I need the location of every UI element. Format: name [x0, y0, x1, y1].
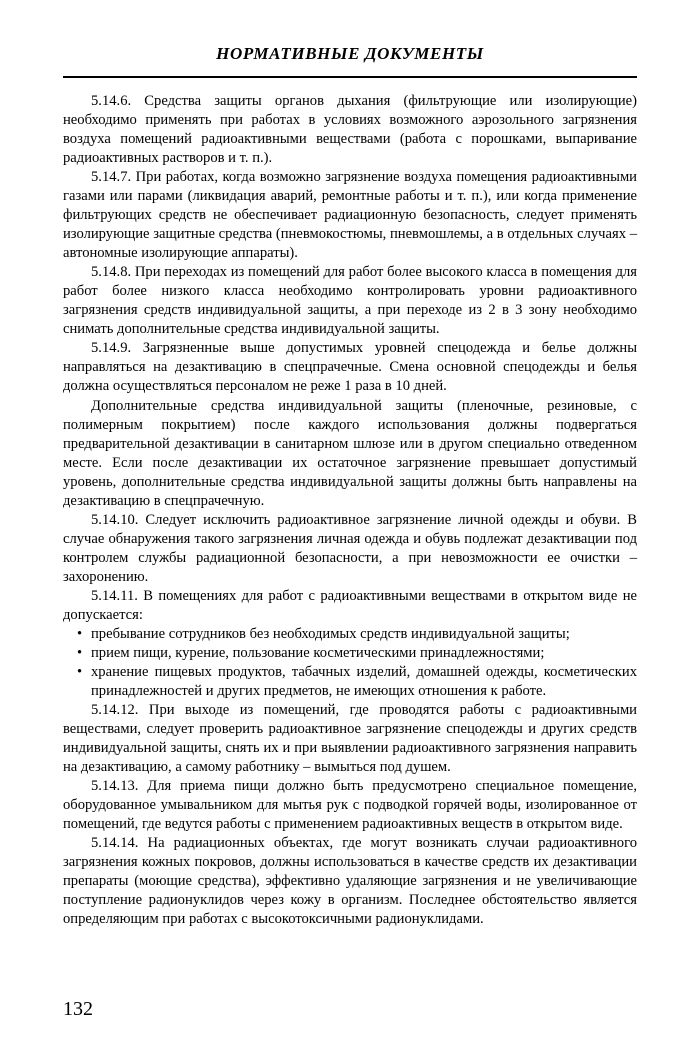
- paragraph-5-14-10: 5.14.10. Следует исключить радиоактивное загрязнение личной одежды и обуви. В случае обнаружения такого загрязнения личная одежда и обувь подлежат дезактивации под контролем службы радиационной безопасности, а при невозможности ее очистки – захоронению.: [63, 511, 637, 585]
- document-page: [0, 44, 700, 1047]
- list-item: [63, 625, 637, 644]
- paragraph-5-14-7: 5.14.7. При работах, когда возможно загрязнение воздуха помещения радиоактивными газами или парами (ликвидация аварий, ремонтные работы и т. п.), или когда применение фильтрующих средств не обеспечивает радиационную безопасность, следует применять изолирующие защитные средства (пневмокостюмы, пневмошлемы, а в отдельных случаях – автономные изолирующие аппараты).: [63, 169, 637, 262]
- list-item: [63, 644, 637, 663]
- paragraph-5-14-6: 5.14.6. Средства защиты органов дыхания (фильтрующие или изолирующие) необходимо применять при работах в условиях возможного аэрозольного загрязнения воздуха помещений радиоактивными веществами (работа с порошками, выпаривание радиоактивных растворов и т. п.).: [63, 93, 637, 167]
- page-content: [63, 78, 637, 929]
- page-header: НОРМАТИВНЫЕ ДОКУМЕНТЫ: [216, 44, 484, 63]
- paragraph-5-14-14: 5.14.14. На радиационных объектах, где могут возникать случаи радиоактивного загрязнения кожных покровов, должны использоваться в качестве средств их дезактивации препараты (моющие средства), эффективно удаляющие загрязнения и не увеличивающие поступление радионуклидов через кожу в организм. Последнее обстоятельство является определяющим при работах с высокотоксичными радионуклидами.: [63, 835, 637, 928]
- bullet-icon: •: [77, 663, 83, 680]
- paragraph-5-14-12: 5.14.12. При выходе из помещений, где проводятся работы с радиоактивными веществами, следует проверить радиоактивное загрязнение спецодежды и других средств индивидуальной защиты, снять их и при выявлении радиоактивного загрязнения направить на дезактивацию, а самому работнику – вымыться под душем.: [63, 702, 637, 776]
- paragraph-5-14-11: 5.14.11. В помещениях для работ с радиоактивными веществами в открытом виде не допускается:: [63, 587, 637, 623]
- paragraph-additional-ppe: Дополнительные средства индивидуальной защиты (пленочные, резиновые, с полимерным покрытием) после каждого использования должны подвергаться предварительной дезактивации в санитарном шлюзе или в другом специально отведенном месте. Если после дезактивации их остаточное загрязнение превышает допустимый уровень, дополнительные средства индивидуальной защиты должны быть направлены на дезактивацию в спецпрачечную.: [63, 397, 637, 509]
- bullet-icon: •: [77, 644, 83, 661]
- list-item-label: прием пищи, курение, пользование косметическими принадлежностями;: [91, 644, 545, 661]
- page-number: 132: [63, 998, 93, 1020]
- paragraph-5-14-13: 5.14.13. Для приема пищи должно быть предусмотрено специальное помещение, оборудованное умывальником для мытья рук с подводкой горячей воды, изолированное от помещений, где ведутся работы с применением радиоактивных веществ в открытом виде.: [63, 778, 637, 833]
- paragraph-5-14-8: 5.14.8. При переходах из помещений для работ более высокого класса в помещения для работ более низкого класса необходимо контролировать уровни радиоактивного загрязнения средств индивидуальной защиты, а при переходе из 2 в 3 зону необходимо снимать дополнительные средства индивидуальной защиты.: [63, 264, 637, 338]
- list-item-label: хранение пищевых продуктов, табачных изделий, домашней одежды, косметических принадлежностей и других предметов, не имеющих отношения к работе.: [91, 663, 637, 699]
- prohibitions-list: [63, 625, 637, 701]
- paragraph-5-14-9: 5.14.9. Загрязненные выше допустимых уровней спецодежда и белье должны направляться на дезактивацию в спецпрачечные. Смена основной спецодежды и белья должна осуществляться персоналом не реже 1 раза в 10 дней.: [63, 340, 637, 395]
- list-item-label: пребывание сотрудников без необходимых средств индивидуальной защиты;: [91, 625, 570, 642]
- bullet-icon: •: [77, 625, 83, 642]
- list-item: [63, 663, 637, 701]
